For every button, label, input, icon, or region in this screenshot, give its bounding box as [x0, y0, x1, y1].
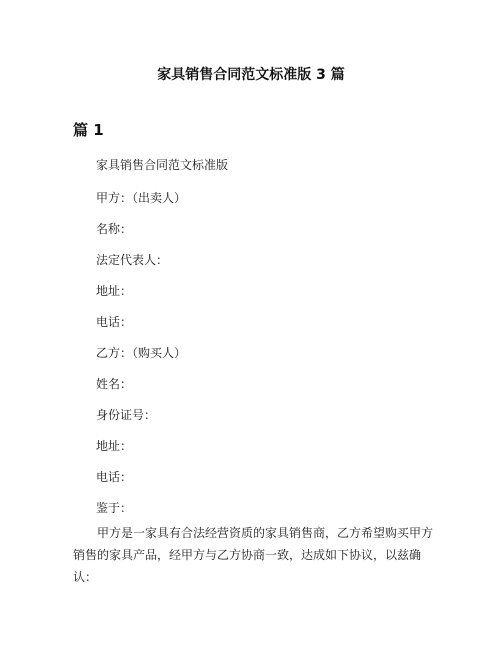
party-b-phone-line: 电话：: [96, 470, 133, 484]
party-a-representative-line: 法定代表人：: [96, 253, 169, 267]
party-b-address-line: 地址：: [96, 439, 133, 453]
agreement-paragraph: 甲方是一家具有合法经营资质的家具销售商，乙方希望购买甲方销售的家具产品，经甲方与乙方协商一致，达成如下协议，以兹确认：: [73, 526, 434, 584]
party-a-phone-line: 电话：: [96, 315, 133, 329]
party-b-name-line: 姓名：: [96, 377, 133, 391]
party-b-id-line: 身份证号：: [96, 408, 157, 422]
party-a-line: 甲方：（出卖人）: [96, 191, 187, 205]
document-title: 家具销售合同范文标准版 3 篇: [157, 67, 345, 83]
party-a-name-line: 名称：: [96, 222, 133, 236]
section-heading: 篇 1: [73, 121, 104, 139]
whereas-line: 鉴于：: [96, 501, 133, 515]
contract-heading-line: 家具销售合同范文标准版: [96, 158, 229, 172]
party-a-address-line: 地址：: [96, 284, 133, 298]
party-b-line: 乙方：（购买人）: [96, 346, 187, 360]
